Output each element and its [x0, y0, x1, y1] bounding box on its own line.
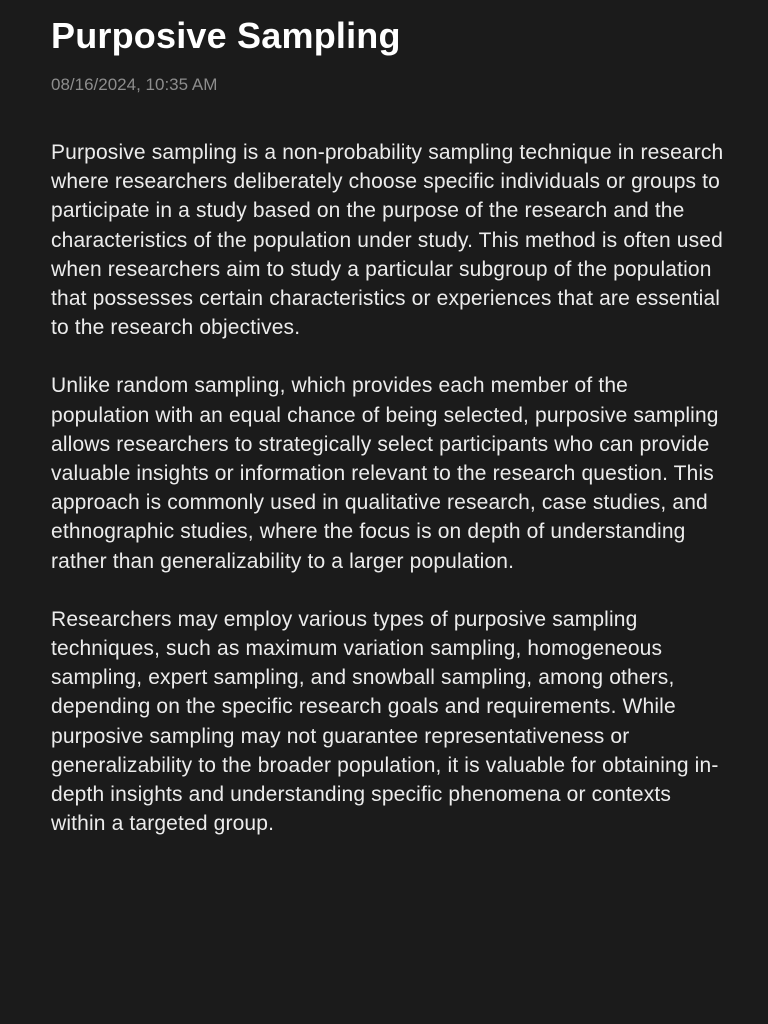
note-paragraph-2[interactable]: Unlike random sampling, which provides each member of the population with an equal chance of being selected, purposive sampling allows researchers to strategically select participants who can provide valuable insights or information relevant to the research question. This approach is commonly used in qualitative research, case studies, and ethnographic studies, where the focus is on depth of understanding rather than generalizability to a larger population.	[51, 374, 719, 573]
note-paragraph-1[interactable]: Purposive sampling is a non-probability sampling technique in research where researchers deliberately choose specific individuals or groups to participate in a study based on the purpose of the research and the characteristics of the population under study. This method is often used when researchers aim to study a particular subgroup of the population that possesses certain characteristics or experiences that are essential to the research objectives.	[51, 141, 724, 340]
note-timestamp: 08/16/2024, 10:35 AM	[51, 75, 218, 94]
note-title[interactable]: Purposive Sampling	[51, 15, 401, 56]
note-paragraph-3[interactable]: Researchers may employ various types of purposive sampling techniques, such as maximum variation sampling, homogeneous sampling, expert sampling, and snowball sampling, among others, depending on the specific research goals and requirements. While purposive sampling may not guarantee representativeness or generalizability to the broader population, it is valuable for obtaining in-depth insights and understanding specific phenomena or contexts within a targeted group.	[51, 607, 719, 836]
note-body[interactable]	[51, 138, 728, 838]
